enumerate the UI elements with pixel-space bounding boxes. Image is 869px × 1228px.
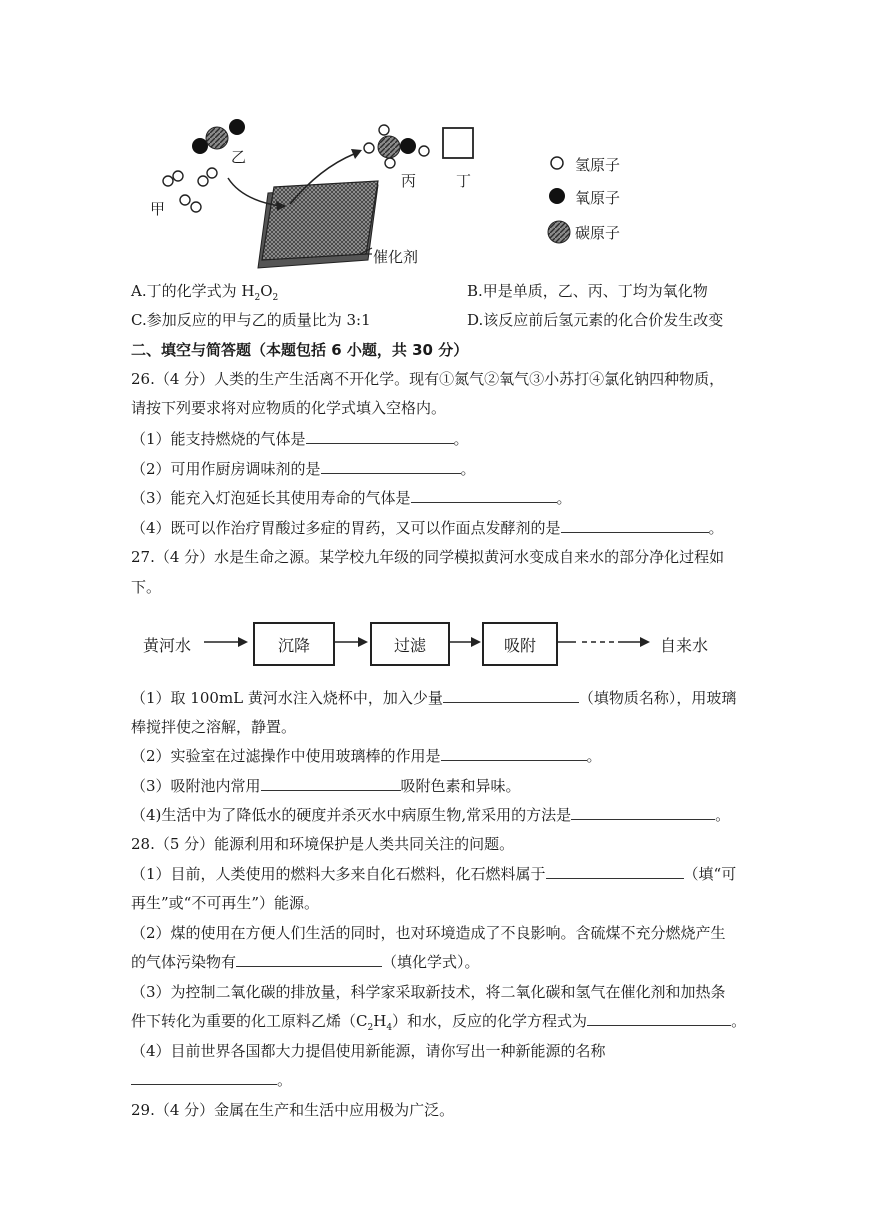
answer-blank[interactable] — [261, 776, 401, 791]
label-bing: 丙 — [401, 172, 417, 190]
oxygen-atom — [400, 138, 416, 154]
catalyst-plate — [262, 181, 378, 260]
q27-part-2: （2）实验室在过滤操作中使用玻璃棒的作用是 。 — [131, 747, 602, 765]
oxygen-atom — [192, 138, 208, 154]
option-a: A.丁的化学式为 $H_2O_2$ — [131, 282, 279, 303]
q26-stem-1: 26.（4 分）人类的生产生活离不开化学。现有①氮气②氧气③小苏打④氯化钠四种物质， — [131, 370, 725, 388]
hydrogen-atom — [198, 176, 208, 186]
q28-part-4: （4）目前世界各国都大力提倡使用新能源，请你写出一种新能源的名称 — [131, 1042, 606, 1060]
flow-start: 黄河水 — [143, 636, 192, 655]
flow-step-sedimentation: 沉降 — [253, 622, 335, 666]
option-b: B.甲是单质，乙、丙、丁均为氧化物 — [467, 282, 708, 300]
q26-part-4: （4）既可以作治疗胃酸过多症的胃药，又可以作面点发酵剂的是 。 — [131, 519, 724, 537]
q28-part-1a: （1）目前，人类使用的燃料大多来自化石燃料，化石燃料属于 （填“可 — [131, 865, 737, 883]
legend-oxygen-icon — [549, 188, 565, 204]
legend-oxygen-label: 氧原子 — [575, 189, 621, 207]
q29-stem: 29.（4 分）金属在生产和生活中应用极为广泛。 — [131, 1101, 455, 1119]
option-c: C.参加反应的甲与乙的质量比为 3:1 — [131, 311, 371, 329]
answer-blank[interactable] — [236, 952, 382, 967]
legend-carbon-label: 碳原子 — [575, 224, 621, 242]
flow-step-filtration: 过滤 — [370, 622, 450, 666]
q26-part-1: （1）能支持燃烧的气体是 。 — [131, 430, 469, 448]
answer-blank[interactable] — [571, 805, 715, 820]
answer-blank[interactable] — [587, 1011, 731, 1026]
hydrogen-atom — [207, 168, 217, 178]
answer-blank[interactable] — [443, 688, 579, 703]
q28-part-2b: 的气体污染物有 （填化学式）。 — [131, 953, 480, 971]
q27-part-4: （4)生活中为了降低水的硬度并杀灭水中病原生物,常采用的方法是 。 — [131, 806, 731, 824]
oxygen-atom — [229, 119, 245, 135]
answer-blank[interactable] — [131, 1070, 277, 1085]
legend-hydrogen-icon — [551, 157, 563, 169]
q28-part-2a: （2）煤的使用在方便人们生活的同时，也对环境造成了不良影响。含硫煤不充分燃烧产生 — [131, 924, 726, 942]
hydrogen-atom — [364, 143, 374, 153]
label-yi: 乙 — [231, 148, 247, 166]
q28-stem: 28.（5 分）能源利用和环境保护是人类共同关注的问题。 — [131, 835, 515, 853]
hydrogen-atom — [163, 176, 173, 186]
section-title: 二、填空与简答题（本题包括 6 小题，共 30 分） — [131, 341, 469, 359]
q26-part-2: （2）可用作厨房调味剂的是 。 — [131, 460, 476, 478]
flow-step-adsorption: 吸附 — [482, 622, 558, 666]
q28-part-4-answer: 。 — [131, 1070, 292, 1090]
legend-carbon-icon — [548, 221, 570, 243]
q27-part-1a: （1）取 100mL 黄河水注入烧杯中，加入少量 （填物质名称），用玻璃 — [131, 689, 737, 707]
answer-blank[interactable] — [411, 488, 557, 503]
hydrogen-atom — [173, 171, 183, 181]
hydrogen-atom — [191, 202, 201, 212]
q28-part-3a: （3）为控制二氧化碳的排放量，科学家采取新技术，将二氧化碳和氢气在催化剂和加热条 — [131, 983, 726, 1001]
carbon-atom — [206, 127, 228, 149]
carbon-atom — [378, 136, 400, 158]
q27-stem-2: 下。 — [131, 578, 162, 596]
q26-stem-2: 请按下列要求将对应物质的化学式填入空格内。 — [131, 399, 447, 417]
flow-end: 自来水 — [660, 636, 709, 655]
hydrogen-atom — [419, 146, 429, 156]
ding-box — [443, 128, 473, 158]
hydrogen-atom — [385, 158, 395, 168]
hydrogen-atom — [180, 195, 190, 205]
answer-blank[interactable] — [561, 518, 709, 533]
hydrogen-atom — [379, 125, 389, 135]
label-jia: 甲 — [150, 200, 166, 218]
legend-hydrogen-label: 氢原子 — [575, 156, 621, 174]
label-ding: 丁 — [456, 172, 472, 190]
q27-part-1b: 棒搅拌使之溶解，静置。 — [131, 718, 297, 736]
q27-stem-1: 27.（4 分）水是生命之源。某学校九年级的同学模拟黄河水变成自来水的部分净化过程如 — [131, 548, 725, 566]
q26-part-3: （3）能充入灯泡延长其使用寿命的气体是 。 — [131, 489, 572, 507]
answer-blank[interactable] — [546, 864, 684, 879]
q27-part-3: （3）吸附池内常用 吸附色素和异味。 — [131, 777, 521, 795]
q28-part-3b: 件下转化为重要的化工原料乙烯$(C_2H_4)$和水，反应的化学方程式为 。 — [131, 1012, 747, 1033]
option-d: D.该反应前后氢元素的化合价发生改变 — [467, 311, 724, 329]
answer-blank[interactable] — [306, 429, 454, 444]
label-catalyst: 催化剂 — [373, 248, 419, 266]
answer-blank[interactable] — [321, 459, 461, 474]
answer-blank[interactable] — [441, 746, 587, 761]
q28-part-1b: 再生”或“不可再生”）能源。 — [131, 894, 320, 912]
